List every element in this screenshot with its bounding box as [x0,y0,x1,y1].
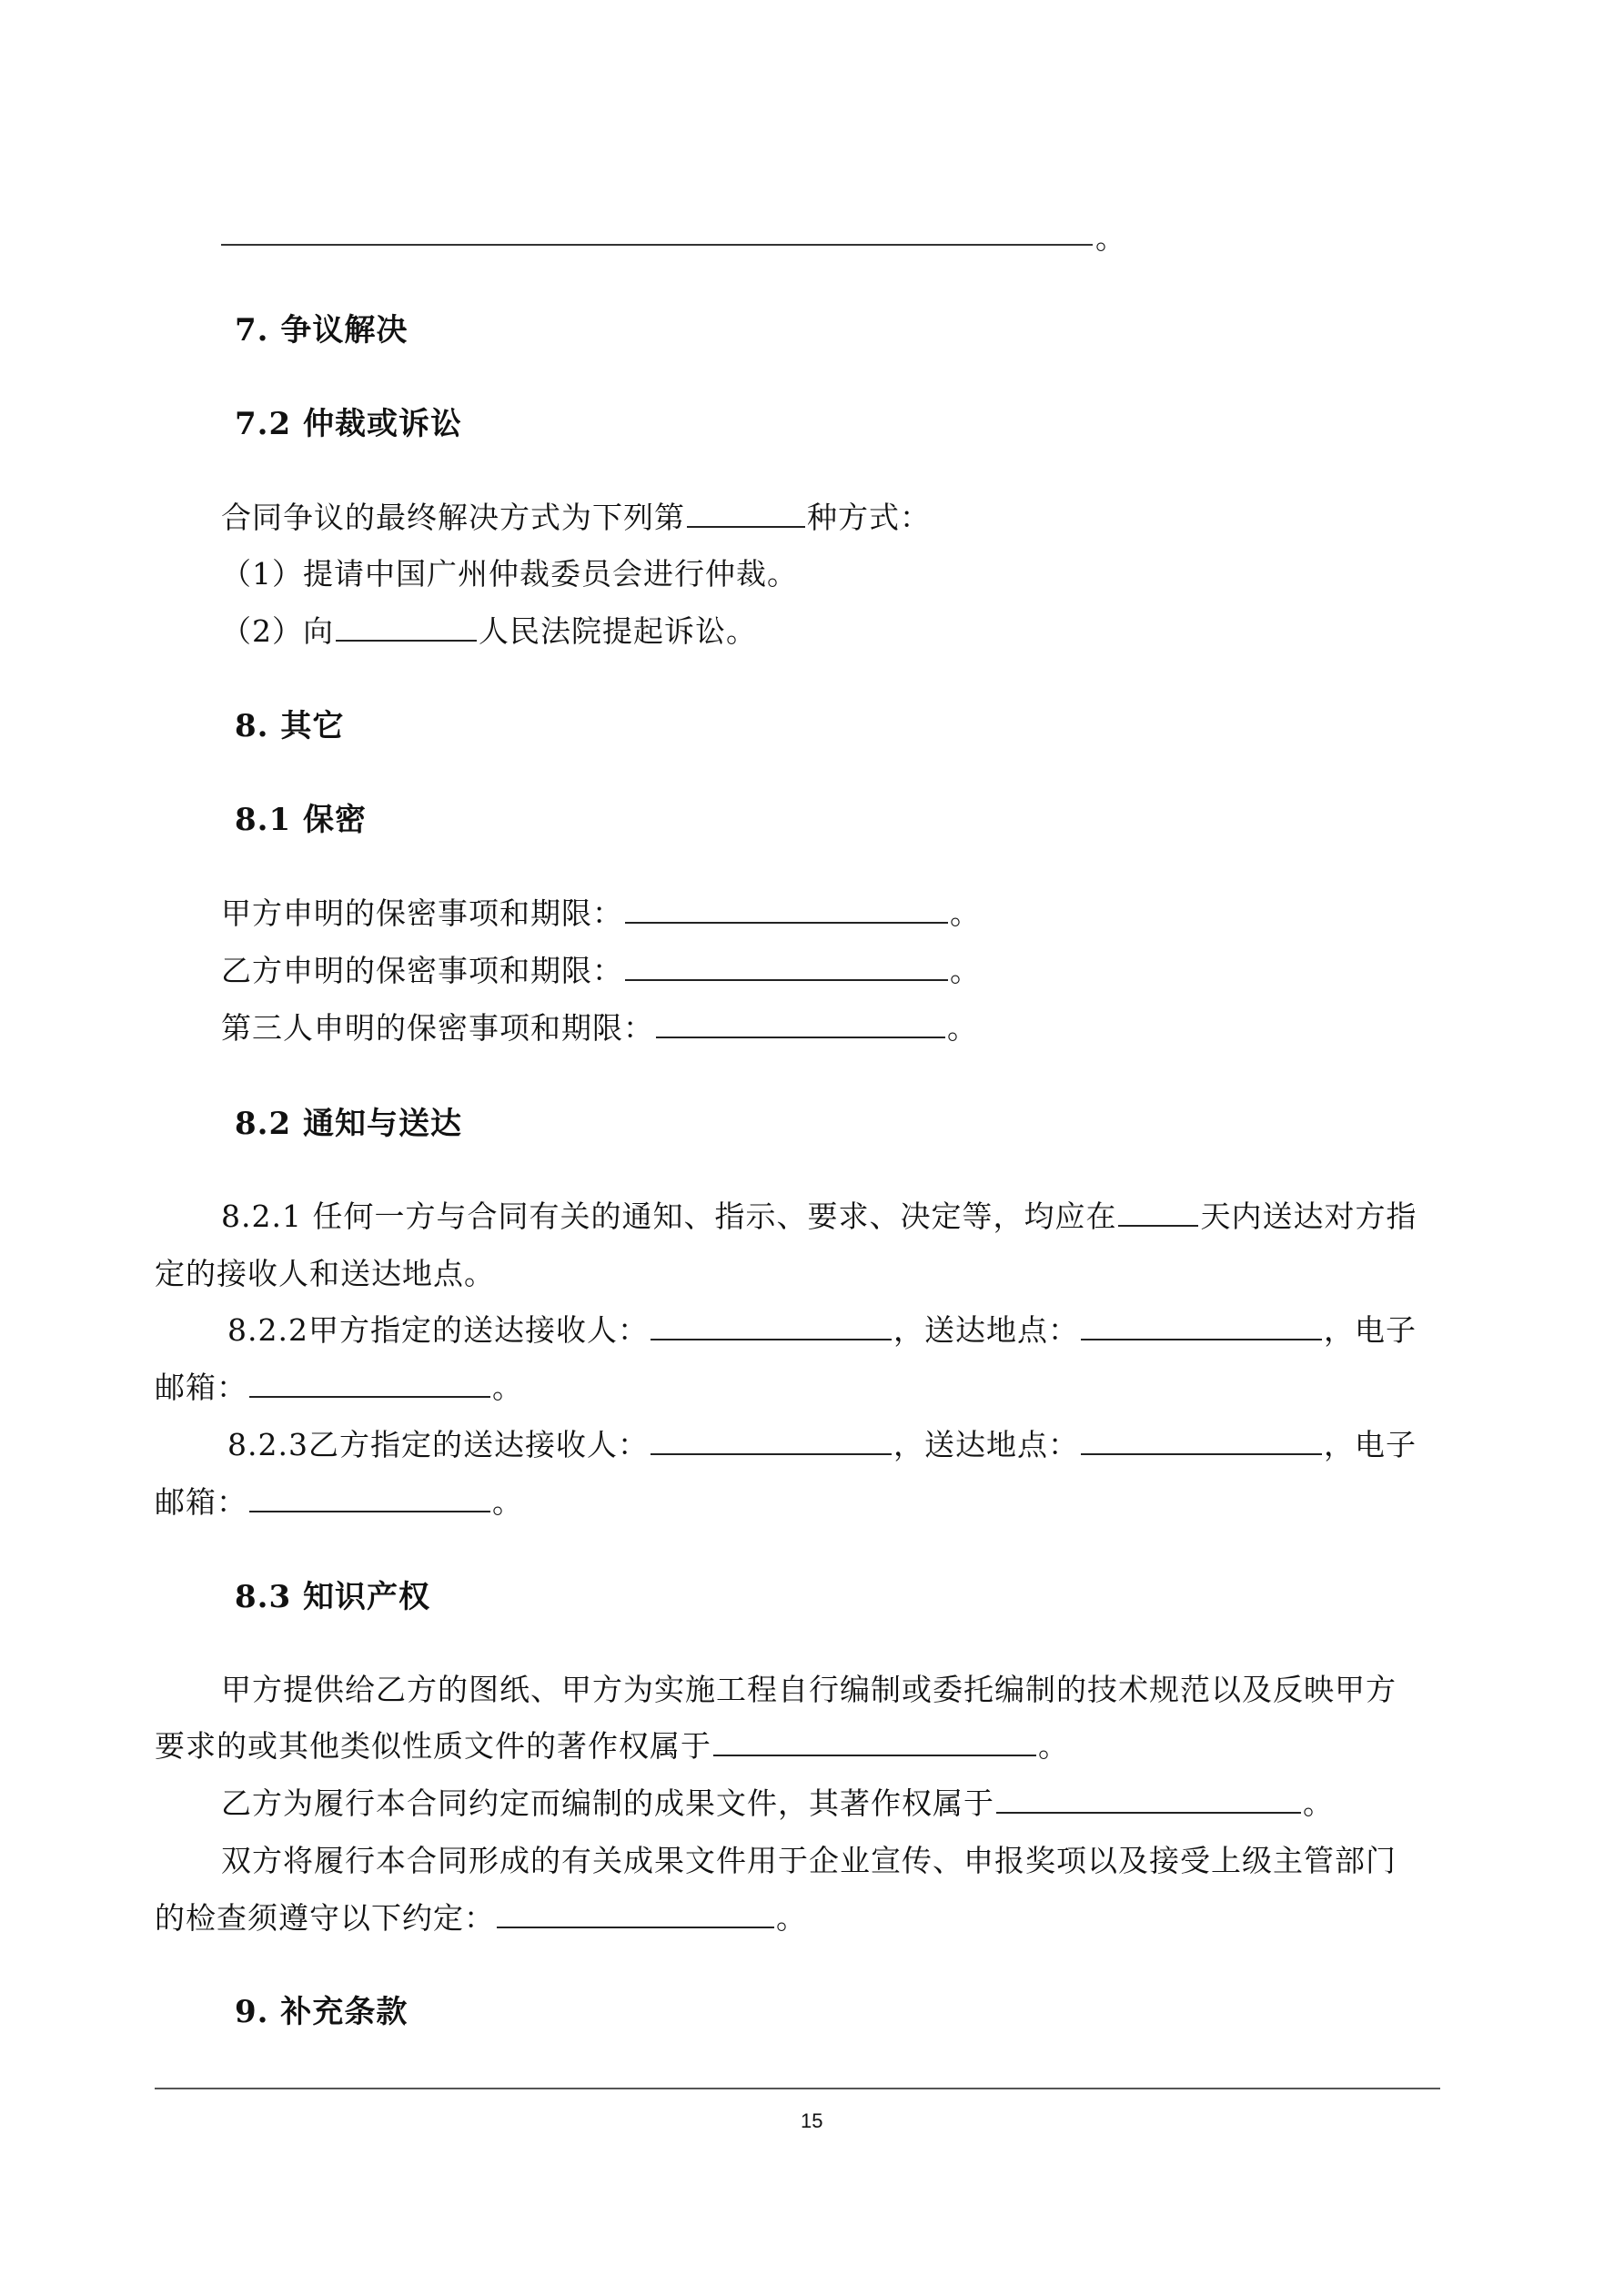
section-heading-7: 7. 争议解决 [235,312,409,349]
ip-clause-1: 甲方提供给乙方的图纸、甲方为实施工程自行编制或委托编制的技术规范以及反映甲方 [221,1672,1397,1707]
ip-clause-1-cont: 要求的或其他类似性质文件的著作权属于 。 [155,1728,1069,1764]
section-heading-9: 9. 补充条款 [235,1994,409,2030]
notice-days-blank[interactable] [1118,1198,1198,1227]
subsection-heading-8-2: 8.2 通知与送达 [235,1106,462,1142]
subsection-heading-8-1: 8.1 保密 [235,802,367,838]
party-b-address-blank[interactable] [1081,1426,1322,1455]
confidential-third-party: 第三人申明的保密事项和期限： 。 [221,1010,978,1046]
copyright-owner-blank-2[interactable] [996,1785,1301,1814]
subsection-heading-7-2: 7.2 仲裁或诉讼 [235,406,462,442]
confidential-party-b: 乙方申明的保密事项和期限： 。 [221,953,981,988]
party-b-email-line: 邮箱： 。 [155,1484,523,1520]
court-name-blank[interactable] [336,612,477,642]
ip-clause-2: 乙方为履行本合同约定而编制的成果文件，其著作权属于 。 [221,1785,1334,1821]
notice-clause-8-2-1: 8.2.1 任何一方与合同有关的通知、指示、要求、决定等，均应在 天内送达对方指 [221,1199,1417,1234]
section-heading-8: 8. 其它 [235,708,345,744]
subsection-heading-8-3: 8.3 知识产权 [235,1579,430,1615]
party-b-email-blank[interactable] [249,1483,490,1512]
method-number-blank[interactable] [687,499,805,528]
party-b-confidential-blank[interactable] [625,952,948,981]
third-party-confidential-blank[interactable] [656,1009,945,1038]
confidential-party-a: 甲方申明的保密事项和期限： 。 [221,895,981,931]
dispute-method-line: 合同争议的最终解决方式为下列第 种方式： [221,500,931,535]
notice-clause-8-2-1-cont: 定的接收人和送达地点。 [155,1256,495,1291]
party-b-recipient-blank[interactable] [651,1426,892,1455]
footer-divider [155,2088,1440,2089]
party-a-address-blank[interactable] [1081,1311,1322,1340]
party-a-email-line: 邮箱： 。 [155,1370,523,1405]
page-number: 15 [801,2109,823,2132]
period: 。 [1095,220,1126,256]
ip-clause-3: 双方将履行本合同形成的有关成果文件用于企业宣传、申报奖项以及接受上级主管部门 [221,1843,1397,1878]
option-arbitration: （1）提请中国广州仲裁委员会进行仲裁。 [221,556,798,592]
party-a-confidential-blank[interactable] [625,895,948,924]
party-a-delivery-line: 8.2.2甲方指定的送达接收人： ，送达地点： ，电子 [227,1312,1417,1348]
copyright-owner-blank-1[interactable] [713,1727,1036,1756]
party-a-email-blank[interactable] [249,1369,490,1398]
option-litigation: （2）向 人民法院提起诉讼。 [221,613,757,649]
ip-clause-3-cont: 的检查须遵守以下约定： 。 [155,1900,807,1936]
publicity-terms-blank[interactable] [497,1899,774,1928]
party-a-recipient-blank[interactable] [651,1311,892,1340]
party-b-delivery-line: 8.2.3乙方指定的送达接收人： ，送达地点： ，电子 [227,1427,1417,1462]
fill-in-blank-line[interactable] [221,244,1093,246]
